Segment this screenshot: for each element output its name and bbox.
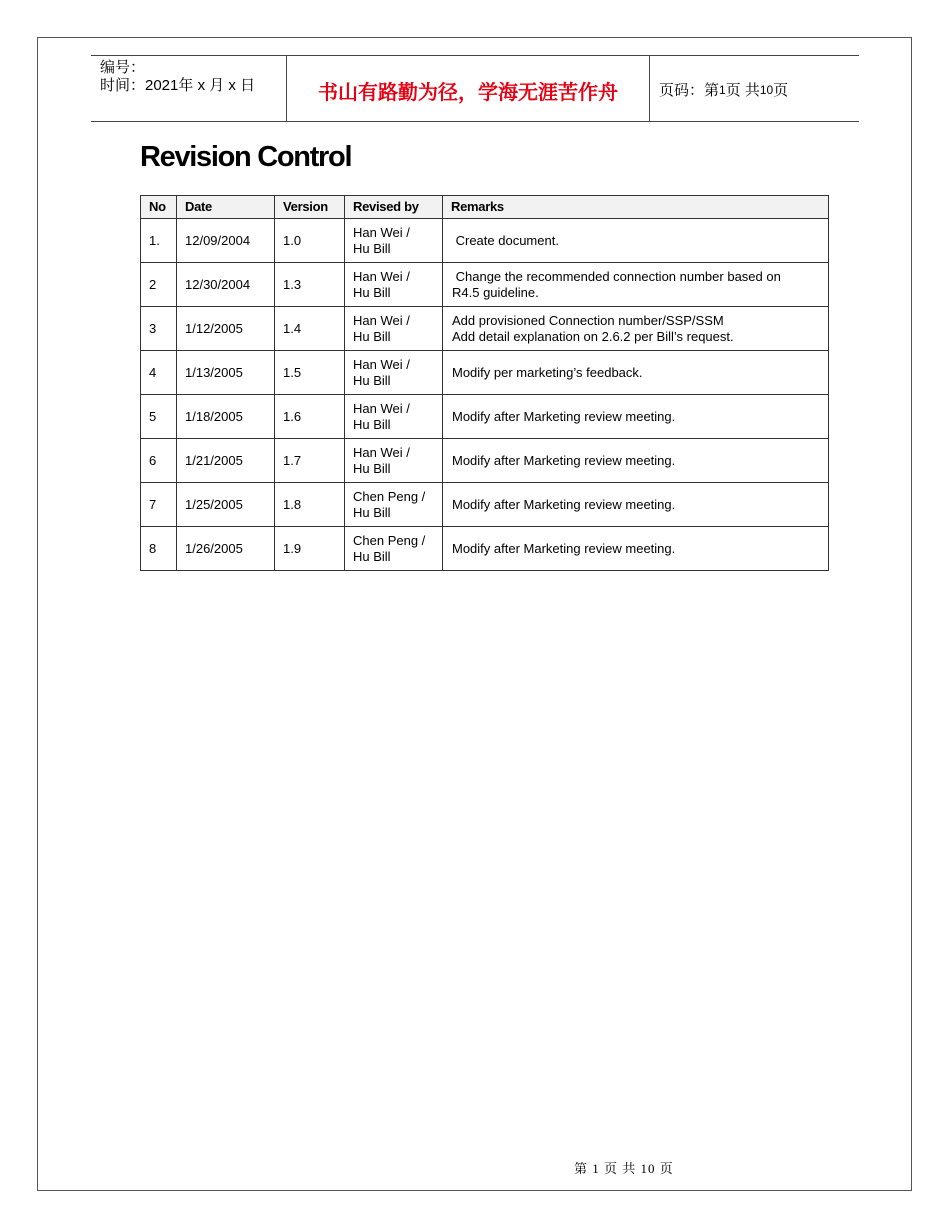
cell-revised-by: Han Wei / Hu Bill: [345, 263, 443, 307]
table-header-row: [141, 196, 829, 219]
header-motto: 书山有路勤为径，学海无涯苦作舟: [287, 56, 650, 121]
cell-date: 12/09/2004: [177, 219, 275, 263]
cell-revised-by: Han Wei / Hu Bill: [345, 307, 443, 351]
cell-date: 1/25/2005: [177, 483, 275, 527]
cell-no: 5: [141, 395, 177, 439]
column-header-date: Date: [177, 196, 275, 219]
cell-revised-by: Chen Peng / Hu Bill: [345, 483, 443, 527]
header-page-number: 页码：第 1 页 共 10 页: [659, 82, 789, 99]
cell-date: 1/12/2005: [177, 307, 275, 351]
page-title: Revision Control: [140, 141, 352, 173]
cell-remarks: Modify after Marketing review meeting.: [443, 439, 829, 483]
cell-date: 1/26/2005: [177, 527, 275, 571]
cell-remarks: Create document.: [443, 219, 829, 263]
table-row: [141, 219, 829, 263]
cell-no: 4: [141, 351, 177, 395]
table-row: [141, 527, 829, 571]
cell-no: 6: [141, 439, 177, 483]
cell-version: 1.8: [275, 483, 345, 527]
cell-version: 1.9: [275, 527, 345, 571]
cell-remarks: Modify after Marketing review meeting.: [443, 527, 829, 571]
cell-remarks: Change the recommended connection number based on R4.5 guideline.: [443, 263, 829, 307]
cell-remarks: Modify per marketing’s feedback.: [443, 351, 829, 395]
cell-revised-by: Han Wei / Hu Bill: [345, 351, 443, 395]
header-meta: [91, 56, 287, 121]
cell-version: 1.7: [275, 439, 345, 483]
cell-version: 1.3: [275, 263, 345, 307]
column-header-remarks: Remarks: [443, 196, 829, 219]
table-row: [141, 351, 829, 395]
cell-remarks: Modify after Marketing review meeting.: [443, 395, 829, 439]
table-row: [141, 263, 829, 307]
document-number-label: 编号：: [100, 59, 146, 76]
cell-version: 1.4: [275, 307, 345, 351]
table-row: [141, 395, 829, 439]
column-header-no: No: [141, 196, 177, 219]
cell-version: 1.5: [275, 351, 345, 395]
document-time: 时间：2021年 x 月 x 日: [100, 77, 256, 94]
cell-revised-by: Han Wei / Hu Bill: [345, 439, 443, 483]
cell-version: 1.0: [275, 219, 345, 263]
revision-table: [140, 195, 829, 571]
cell-version: 1.6: [275, 395, 345, 439]
cell-remarks: Modify after Marketing review meeting.: [443, 483, 829, 527]
cell-no: 8: [141, 527, 177, 571]
column-header-revised-by: Revised by: [345, 196, 443, 219]
cell-date: 1/18/2005: [177, 395, 275, 439]
cell-no: 3: [141, 307, 177, 351]
column-header-version: Version: [275, 196, 345, 219]
cell-date: 1/21/2005: [177, 439, 275, 483]
cell-revised-by: Han Wei / Hu Bill: [345, 395, 443, 439]
table-row: [141, 439, 829, 483]
cell-no: 1.: [141, 219, 177, 263]
cell-revised-by: Han Wei / Hu Bill: [345, 219, 443, 263]
page-header: [91, 55, 859, 122]
cell-date: 12/30/2004: [177, 263, 275, 307]
cell-remarks: Add provisioned Connection number/SSP/SSM Add detail explanation on 2.6.2 per Bill’s request.: [443, 307, 829, 351]
footer-page-number: 第 1 页 共 10 页: [574, 1161, 674, 1176]
cell-revised-by: Chen Peng / Hu Bill: [345, 527, 443, 571]
cell-date: 1/13/2005: [177, 351, 275, 395]
cell-no: 2: [141, 263, 177, 307]
cell-no: 7: [141, 483, 177, 527]
table-row: [141, 307, 829, 351]
table-row: [141, 483, 829, 527]
